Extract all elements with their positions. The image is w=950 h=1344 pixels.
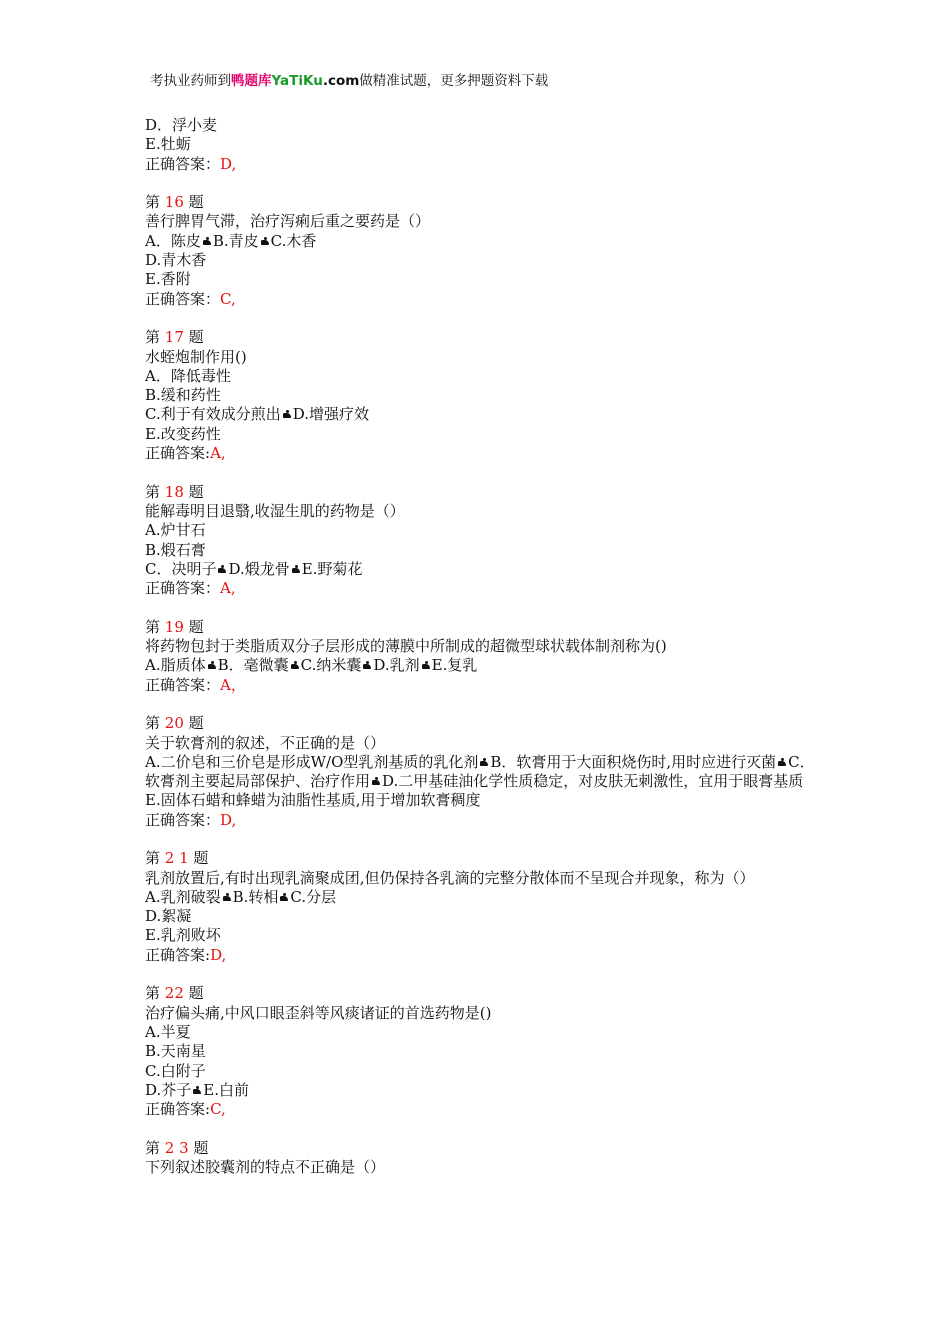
question-stem: 乳剂放置后,有时出现乳滴聚成团,但仍保持各乳滴的完整分散体而不呈现合并现象，称为（） [145,868,755,887]
separator-icon [222,893,232,903]
option-a: A．陈皮 [145,231,201,250]
question-23 [145,1139,815,1178]
separator-icon [362,661,372,671]
question-heading [145,328,815,347]
options-inline [145,888,815,907]
separator-icon [217,565,227,575]
question-16 [145,193,815,309]
question-heading [145,984,815,1003]
option-e: E.复乳 [431,656,478,675]
option-a: A.脂质体 [145,656,206,675]
separator-icon [421,661,431,671]
spacer [145,309,815,328]
question-heading [145,483,815,502]
answer-value: A, [210,444,226,463]
question-heading [145,849,815,868]
heading-prefix: 第 [145,328,165,347]
answer-label: 正确答案： [145,675,221,694]
option-c: C.纳米囊 [300,656,362,675]
heading-suffix: 题 [188,1138,209,1157]
answer-line [145,155,815,174]
separator-icon [479,758,489,768]
option-b: B.青皮 [212,231,259,250]
answer-line [145,290,815,309]
heading-prefix: 第 [145,1138,165,1157]
heading-suffix: 题 [188,849,209,868]
option-c: C．软膏剂主要起局部保护、治疗作用 [145,752,815,791]
question-stem: 治疗偏头痛,中风口眼歪斜等风痰诸证的首选药物是() [145,1003,492,1022]
question-18 [145,483,815,599]
option-b: B.转相 [232,887,279,906]
question-21 [145,849,815,965]
separator-icon [282,410,292,420]
heading-suffix: 题 [183,617,204,636]
spacer [145,598,815,617]
brand-name-en[interactable]: YaTiKu [271,73,323,89]
option-d: D.絮凝 [145,907,192,926]
options-inline [145,1081,815,1100]
brand-name-cn[interactable]: 鸭题库 [231,73,272,89]
answer-line [145,579,815,598]
question-stem: 水蛭炮制作用() [145,347,247,366]
spacer [145,174,815,193]
question-number: 22 [164,984,184,1003]
answer-value: A， [220,675,246,694]
answer-label: 正确答案: [145,1100,211,1119]
option-c: C.木香 [270,231,317,250]
question-20 [145,714,815,830]
option-e: E.野菊花 [301,559,363,578]
option-e: E.固体石蜡和蜂蜡为油脂性基质,用于增加软膏稠度 [145,791,481,810]
answer-line [145,676,815,695]
option-e: E.白前 [203,1080,249,1099]
option-a: A．降低毒性 [145,366,231,385]
question-stem: 能解毒明目退翳,收湿生肌的药物是（） [145,501,405,520]
separator-icon [192,1086,202,1096]
answer-line [145,946,815,965]
separator-icon [279,893,289,903]
option-c: C.分层 [290,887,337,906]
answer-label: 正确答案： [145,579,221,598]
question-number: 2 3 [164,1138,189,1157]
question-number: 16 [164,193,184,212]
answer-value: C, [210,1100,226,1119]
option-a: A.半夏 [145,1022,191,1041]
heading-suffix: 题 [183,193,204,212]
options-inline [145,753,815,792]
option-a: A.乳剂破裂 [145,887,221,906]
answer-label: 正确答案: [145,444,211,463]
option-b: B．软膏用于大面积烧伤时,用时应进行灭菌 [490,752,777,771]
heading-prefix: 第 [145,849,165,868]
heading-prefix: 第 [145,482,165,501]
options-inline [145,560,815,579]
answer-line [145,444,815,463]
option-d: D.煅龙骨 [228,559,290,578]
spacer [145,463,815,482]
answer-value: D, [220,810,237,829]
question-stem: 下列叙述胶囊剂的特点不正确是（） [145,1158,386,1177]
question-list [145,116,815,1177]
question-heading [145,618,815,637]
option-e: E.改变药性 [145,424,221,443]
question-22 [145,984,815,1119]
question-number: 20 [164,714,184,733]
answer-label: 正确答案: [145,945,211,964]
header-suffix: 做精准试题，更多押题资料下载 [359,73,549,89]
option-e: E.牡蛎 [145,135,191,154]
answer-line [145,811,815,830]
answer-line [145,1100,815,1119]
option-d: D.增强疗效 [292,405,369,424]
separator-icon [260,237,270,247]
question-number: 19 [164,617,184,636]
heading-suffix: 题 [183,482,204,501]
question-15-tail [145,116,815,174]
spacer [145,965,815,984]
separator-icon [290,661,300,671]
answer-value: C, [220,289,236,308]
option-e: E.乳剂败坏 [145,926,221,945]
separator-icon [202,237,212,247]
separator-icon [207,661,217,671]
option-b: B.煅石膏 [145,540,206,559]
spacer [145,695,815,714]
options-inline [145,405,815,424]
answer-value: A, [220,579,236,598]
question-heading [145,714,815,733]
answer-label: 正确答案： [145,810,221,829]
question-stem: 善行脾胃气滞，治疗泻痢后重之要药是（） [145,212,431,231]
option-c: C.利于有效成分煎出 [145,405,281,424]
separator-icon [777,758,787,768]
brand-domain[interactable]: .com [322,73,360,89]
separator-icon [371,777,381,787]
heading-suffix: 题 [183,328,204,347]
option-b: B.天南星 [145,1042,206,1061]
page-header [150,71,548,91]
spacer [145,830,815,849]
answer-label: 正确答案： [145,289,221,308]
spacer [145,1119,815,1138]
heading-prefix: 第 [145,617,165,636]
question-17 [145,328,815,463]
option-d: D.青木香 [145,251,207,270]
answer-label: 正确答案： [145,154,221,173]
question-stem: 将药物包封于类脂质双分子层形成的薄膜中所制成的超微型球状载体制剂称为() [145,637,667,656]
heading-prefix: 第 [145,714,165,733]
option-c: C．决明子 [145,559,217,578]
header-prefix: 考执业药师到 [150,73,231,89]
heading-suffix: 题 [183,714,204,733]
option-e: E.香附 [145,270,191,289]
options-inline [145,656,815,675]
option-d: D.乳剂 [373,656,420,675]
question-number: 18 [164,482,184,501]
option-b: B.缓和药性 [145,386,221,405]
options-inline [145,232,815,251]
separator-icon [291,565,301,575]
question-stem: 关于软膏剂的叙述，不正确的是（） [145,733,386,752]
heading-prefix: 第 [145,984,165,1003]
option-d: D．浮小麦 [145,116,218,134]
question-heading [145,193,815,212]
option-c: C.白附子 [145,1061,206,1080]
option-d: D.芥子 [145,1080,192,1099]
answer-value: D, [210,945,227,964]
question-heading [145,1139,815,1158]
option-a: A.二价皂和三价皂是形成W/O型乳剂基质的乳化剂 [145,752,479,771]
heading-prefix: 第 [145,193,165,212]
answer-value: D, [220,154,237,173]
question-number: 17 [164,328,184,347]
question-number: 2 1 [164,849,189,868]
option-a: A.炉甘石 [145,521,206,540]
question-19 [145,618,815,695]
option-d: D.二甲基硅油化学性质稳定，对皮肤无刺激性，宜用于眼膏基质 [382,772,804,791]
option-b: B．毫微囊 [217,656,289,675]
heading-suffix: 题 [183,984,204,1003]
